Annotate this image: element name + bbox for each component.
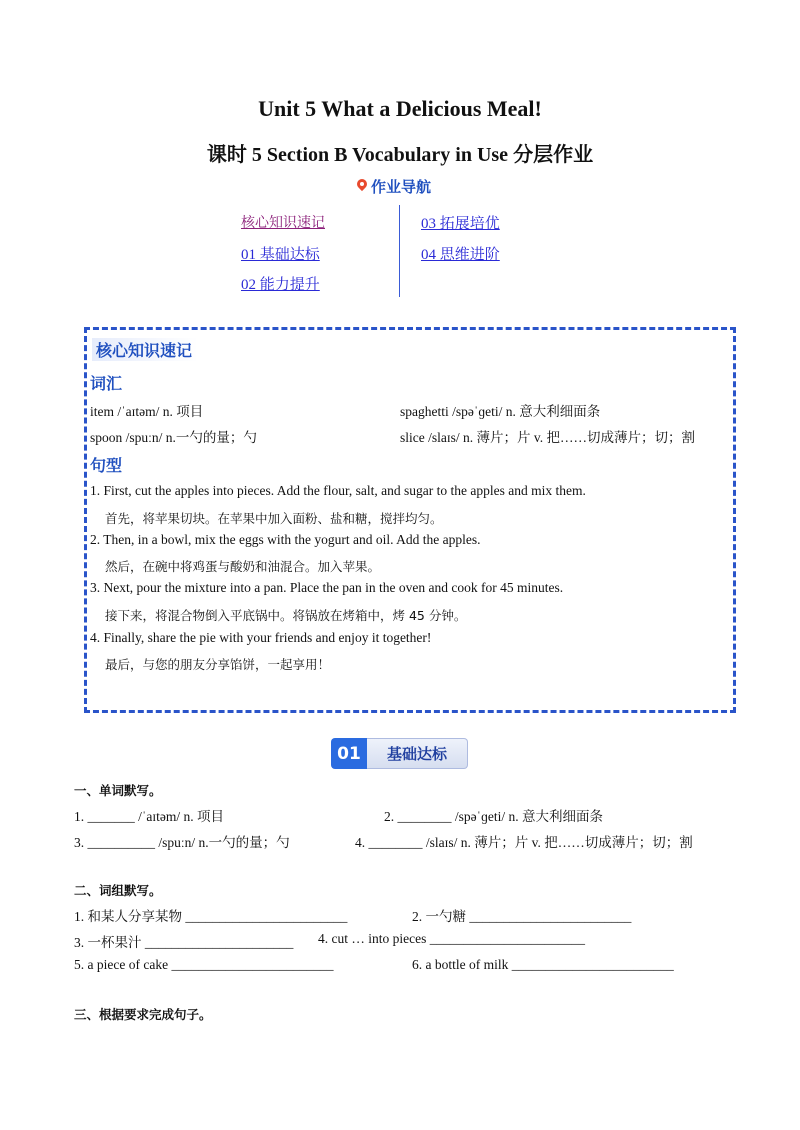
nav-divider [399,205,400,297]
part2-title: 二、词组默写。 [74,883,162,898]
sentence-en: 1. First, cut the apples into pieces. Add the flour, salt, and sugar to the apples and mix them. [90,483,586,498]
page-title: Unit 5 What a Delicious Meal! [258,96,542,121]
exercise-item: 3. 一杯果汁 ______________________ [74,935,294,950]
nav-link-core[interactable]: 核心知识速记 [241,215,325,231]
vocab-heading: 词汇 [90,374,123,393]
nav-link-03[interactable]: 03 拓展培优 [421,216,500,232]
nav-title-text: 作业导航 [371,178,432,196]
vocab-item: spaghetti /spəˈɡeti/ n. 意大利细面条 [400,404,601,419]
homework-nav-title [356,176,431,197]
sentence-en: 4. Finally, share the pie with your friends and enjoy it together! [90,630,432,645]
sentence-cn: 最后，与您的朋友分享馅饼，一起享用！ [105,657,331,672]
nav-link-01[interactable]: 01 基础达标 [241,247,320,263]
exercise-item: 2. 一勺糖 ________________________ [412,909,632,924]
vocab-item: slice /slaɪs/ n. 薄片；片 v. 把……切成薄片；切；割 [400,430,695,445]
exercise-item: 3. __________ /spuːn/ n.一勺的量；勺 [74,835,290,850]
vocab-item: spoon /spuːn/ n.一勺的量；勺 [90,430,257,445]
sentence-en: 3. Next, pour the mixture into a pan. Place the pan in the oven and cook for 45 minutes. [90,580,564,595]
exercise-item: 6. a bottle of milk ________________________ [412,957,674,972]
part1-title: 一、单词默写。 [74,783,162,798]
exercise-item: 1. _______ /ˈaɪtəm/ n. 项目 [74,809,224,824]
part3-title: 三、根据要求完成句子。 [74,1007,212,1022]
exercise-item: 5. a piece of cake ________________________ [74,957,334,972]
exercise-item: 2. ________ /spəˈɡeti/ n. 意大利细面条 [384,809,603,824]
section-number: 01 [331,738,367,769]
sentence-cn: 接下来，将混合物倒入平底锅中。将锅放在烤箱中，烤 45 分钟。 [105,608,467,623]
section-name: 基础达标 [367,738,468,769]
sentence-cn: 首先，将苹果切块。在苹果中加入面粉、盐和糖，搅拌均匀。 [105,511,443,526]
sentence-en: 2. Then, in a bowl, mix the eggs with the yogurt and oil. Add the apples. [90,532,481,547]
core-knowledge-heading: 核心知识速记 [92,338,198,361]
nav-link-04[interactable]: 04 思维进阶 [421,247,500,263]
location-pin-icon [356,179,368,195]
page-subtitle: 课时 5 Section B Vocabulary in Use 分层作业 [206,144,594,166]
exercise-item: 4. cut … into pieces _______________________ [318,931,585,946]
vocab-item: item /ˈaɪtəm/ n. 项目 [90,404,204,419]
sentence-heading: 句型 [90,456,123,475]
exercise-item: 4. ________ /slaɪs/ n. 薄片；片 v. 把……切成薄片；切；割 [355,835,693,850]
exercise-item: 1. 和某人分享某物 ________________________ [74,909,348,924]
sentence-cn: 然后，在碗中将鸡蛋与酸奶和油混合。加入苹果。 [105,559,381,574]
section-01-badge [331,738,468,769]
nav-link-02[interactable]: 02 能力提升 [241,277,320,293]
